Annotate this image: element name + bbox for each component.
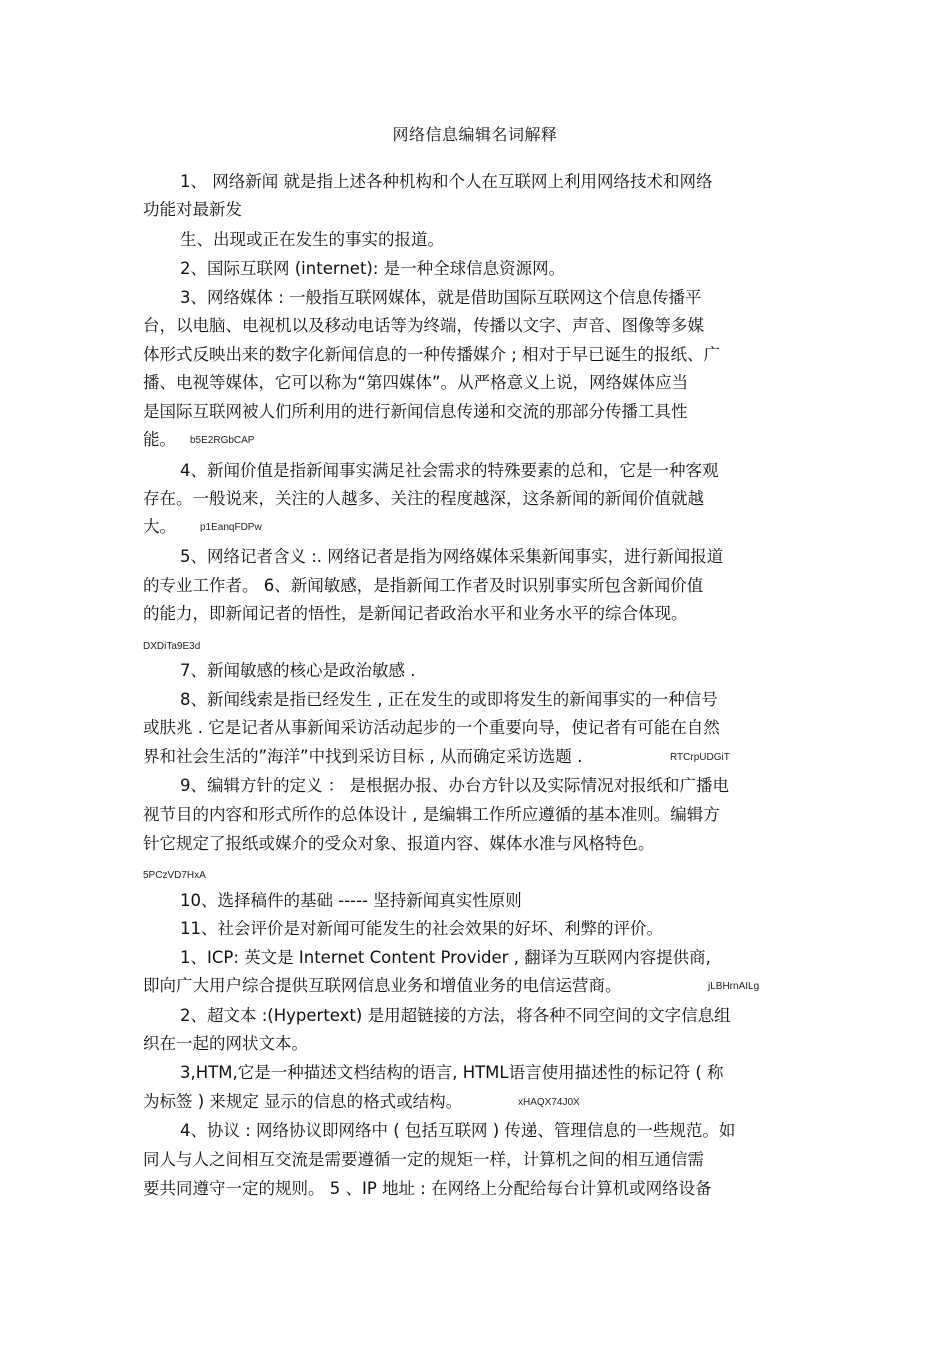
text-line: 台，以电脑、电视机以及移动电话等为终端，传播以文字、声音、图像等多媒 — [143, 316, 704, 335]
ref-code: xHAQX74J0X — [518, 1097, 580, 1108]
text-line: 4、新闻价值是指新闻事实满足社会需求的特殊要素的总和，它是一种客观 — [180, 461, 719, 480]
text-line: 1、 网络新闻 就是指上述各种机构和个人在互联网上利用网络技术和网络 — [180, 172, 713, 191]
text-line: 播、电视等媒体，它可以称为“第四媒体”。从严格意义上说，网络媒体应当 — [143, 373, 689, 392]
text-line: 针它规定了报纸或媒介的受众对象、报道内容、媒体水准与风格特色。 — [143, 834, 655, 853]
text-line: 11、社会评价是对新闻可能发生的社会效果的好坏、利弊的评价。 — [180, 919, 663, 938]
text-line: 大。 — [143, 517, 176, 536]
text-line: 存在。一般说来，关注的人越多、关注的程度越深，这条新闻的新闻价值就越 — [143, 489, 704, 508]
text-line: 8、新闻线索是指已经发生 , 正在发生的或即将发生的新闻事实的一种信号 — [180, 690, 718, 709]
text-line: 2、超文本 :(Hypertext) 是用超链接的方法，将各种不同空间的文字信息组 — [180, 1006, 731, 1025]
ref-code: 5PCzVD7HxA — [143, 870, 206, 881]
text-line: 10、选择稿件的基础 ----- 坚持新闻真实性原则 — [180, 891, 522, 910]
text-line: 体形式反映出来的数字化新闻信息的一种传播媒介 ; 相对于早已诞生的报纸、广 — [143, 345, 721, 364]
text-line: 功能对最新发 — [143, 200, 242, 219]
text-line: 9、编辑方针的定义 ： 是根据办报、办台方针以及实际情况对报纸和广播电 — [180, 776, 729, 795]
ref-code: jLBHrnAILg — [708, 981, 760, 992]
text-line: 2、国际互联网 (internet): 是一种全球信息资源网。 — [180, 259, 566, 278]
text-line: 的专业工作者。 6、新闻敏感，是指新闻工作者及时识别事实所包含新闻价值 — [143, 576, 704, 595]
ref-code: b5E2RGbCAP — [190, 435, 255, 446]
text-line: 生、出现或正在发生的事实的报道。 — [180, 230, 444, 249]
text-line: 或肤兆 . 它是记者从事新闻采访活动起步的一个重要向导，使记者有可能在自然 — [143, 718, 720, 737]
ref-code: p1EanqFDPw — [200, 522, 262, 533]
ref-code: RTCrpUDGiT — [670, 752, 730, 763]
text-line: 织在一起的网状文本。 — [143, 1034, 308, 1053]
text-line: 1、ICP: 英文是 Internet Content Provider , 翻译为互联网内容提供商, — [180, 948, 711, 967]
text-line: 7、新闻敏感的核心是政治敏感 . — [180, 661, 416, 680]
text-line: 3,HTM,它是一种描述文档结构的语言, HTML语言使用描述性的标记符 ( 称 — [180, 1063, 724, 1082]
text-line: 能。 — [143, 430, 176, 449]
text-line: 是国际互联网被人们所利用的进行新闻信息传递和交流的那部分传播工具性 — [143, 402, 688, 421]
text-line: 同人与人之间相互交流是需要遵循一定的规矩一样，计算机之间的相互通信需 — [143, 1150, 704, 1169]
text-line: 界和社会生活的”海洋”中找到采访目标 , 从而确定采访选题 . — [143, 747, 583, 766]
text-line: 5、网络记者含义 :. 网络记者是指为网络媒体采集新闻事实，进行新闻报道 — [180, 547, 724, 566]
document-title: 网络信息编辑名词解释 — [392, 125, 558, 144]
text-line: 视节目的内容和形式所作的总体设计 , 是编辑工作所应遵循的基本准则。编辑方 — [143, 805, 720, 824]
text-line: 3、网络媒体 : 一般指互联网媒体，就是借助国际互联网这个信息传播平 — [180, 288, 702, 307]
text-line: 4、协议 : 网络协议即网络中 ( 包括互联网 ) 传递、管理信息的一些规范。如 — [180, 1121, 736, 1140]
text-line: 的能力，即新闻记者的悟性，是新闻记者政治水平和业务水平的综合体现。 — [143, 604, 688, 623]
text-line: 为标签 ) 来规定 显示的信息的格式或结构。 — [143, 1092, 463, 1111]
text-line: 要共同遵守一定的规则。 5 、IP 地址 : 在网络上分配给每台计算机或网络设备 — [143, 1179, 712, 1198]
ref-code: DXDiTa9E3d — [143, 641, 201, 652]
text-line: 即向广大用户综合提供互联网信息业务和增值业务的电信运营商。 — [143, 976, 622, 995]
